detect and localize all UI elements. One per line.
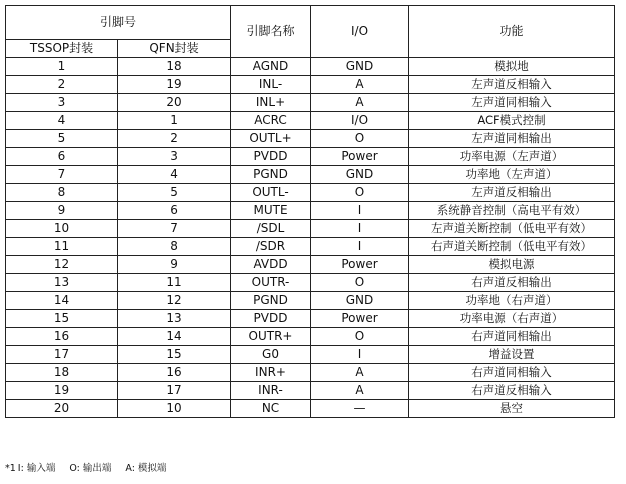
cell-function: 右声道同相输出 xyxy=(409,328,615,346)
cell-qfn: 13 xyxy=(118,310,231,328)
table-row xyxy=(6,238,615,256)
cell-qfn: 16 xyxy=(118,364,231,382)
cell-pin-name: AVDD xyxy=(231,256,311,274)
cell-function: 右声道反相输出 xyxy=(409,274,615,292)
cell-function: 左声道反相输出 xyxy=(409,184,615,202)
cell-qfn: 17 xyxy=(118,382,231,400)
cell-pin-name: MUTE xyxy=(231,202,311,220)
table-row xyxy=(6,202,615,220)
cell-pin-name: INR- xyxy=(231,382,311,400)
table-row xyxy=(6,58,615,76)
footnote-item-analog: A: 模拟端 xyxy=(125,463,167,474)
cell-tssop: 13 xyxy=(6,274,118,292)
cell-tssop: 2 xyxy=(6,76,118,94)
table-row xyxy=(6,166,615,184)
cell-pin-name: PVDD xyxy=(231,148,311,166)
cell-function: ACF模式控制 xyxy=(409,112,615,130)
cell-function: 左声道关断控制（低电平有效） xyxy=(409,220,615,238)
cell-qfn: 2 xyxy=(118,130,231,148)
cell-function: 右声道反相输入 xyxy=(409,382,615,400)
cell-pin-name: PGND xyxy=(231,292,311,310)
cell-io: A xyxy=(311,364,409,382)
cell-tssop: 8 xyxy=(6,184,118,202)
cell-io: Power xyxy=(311,256,409,274)
pin-table xyxy=(5,5,615,418)
header-pin-number: 引脚号 xyxy=(6,6,231,40)
cell-tssop: 17 xyxy=(6,346,118,364)
header-function: 功能 xyxy=(409,6,615,58)
header-tssop: TSSOP封装 xyxy=(6,40,118,58)
cell-function: 功率地（左声道） xyxy=(409,166,615,184)
cell-io: I xyxy=(311,220,409,238)
cell-function: 系统静音控制（高电平有效） xyxy=(409,202,615,220)
table-row xyxy=(6,292,615,310)
cell-qfn: 7 xyxy=(118,220,231,238)
cell-io: O xyxy=(311,328,409,346)
cell-function: 右声道关断控制（低电平有效） xyxy=(409,238,615,256)
cell-io: — xyxy=(311,400,409,418)
cell-tssop: 19 xyxy=(6,382,118,400)
cell-qfn: 3 xyxy=(118,148,231,166)
cell-io: A xyxy=(311,382,409,400)
cell-qfn: 9 xyxy=(118,256,231,274)
cell-function: 功率电源（左声道） xyxy=(409,148,615,166)
footnote-prefix: *1 xyxy=(5,463,16,474)
header-io: I/O xyxy=(311,6,409,58)
cell-io: O xyxy=(311,274,409,292)
cell-function: 功率电源（右声道） xyxy=(409,310,615,328)
cell-pin-name: OUTR- xyxy=(231,274,311,292)
cell-tssop: 3 xyxy=(6,94,118,112)
cell-io: I xyxy=(311,202,409,220)
cell-qfn: 20 xyxy=(118,94,231,112)
cell-qfn: 8 xyxy=(118,238,231,256)
cell-tssop: 20 xyxy=(6,400,118,418)
cell-function: 模拟地 xyxy=(409,58,615,76)
cell-tssop: 16 xyxy=(6,328,118,346)
cell-pin-name: INR+ xyxy=(231,364,311,382)
table-row xyxy=(6,184,615,202)
table-row xyxy=(6,112,615,130)
cell-io: Power xyxy=(311,148,409,166)
cell-pin-name: AGND xyxy=(231,58,311,76)
cell-pin-name: INL+ xyxy=(231,94,311,112)
cell-io: I xyxy=(311,238,409,256)
cell-io: I xyxy=(311,346,409,364)
cell-qfn: 6 xyxy=(118,202,231,220)
cell-tssop: 7 xyxy=(6,166,118,184)
cell-tssop: 1 xyxy=(6,58,118,76)
cell-pin-name: G0 xyxy=(231,346,311,364)
cell-qfn: 18 xyxy=(118,58,231,76)
table-row xyxy=(6,274,615,292)
cell-qfn: 11 xyxy=(118,274,231,292)
cell-function: 增益设置 xyxy=(409,346,615,364)
cell-function: 左声道同相输出 xyxy=(409,130,615,148)
table-row xyxy=(6,310,615,328)
cell-qfn: 5 xyxy=(118,184,231,202)
cell-tssop: 4 xyxy=(6,112,118,130)
cell-function: 功率地（右声道） xyxy=(409,292,615,310)
cell-tssop: 5 xyxy=(6,130,118,148)
cell-function: 模拟电源 xyxy=(409,256,615,274)
cell-qfn: 1 xyxy=(118,112,231,130)
cell-pin-name: OUTR+ xyxy=(231,328,311,346)
cell-io: GND xyxy=(311,166,409,184)
cell-qfn: 10 xyxy=(118,400,231,418)
cell-tssop: 14 xyxy=(6,292,118,310)
footnote-item-output: O: 输出端 xyxy=(69,463,112,474)
cell-io: I/O xyxy=(311,112,409,130)
cell-qfn: 19 xyxy=(118,76,231,94)
cell-pin-name: OUTL- xyxy=(231,184,311,202)
cell-pin-name: /SDR xyxy=(231,238,311,256)
cell-tssop: 15 xyxy=(6,310,118,328)
table-row xyxy=(6,346,615,364)
table-row xyxy=(6,76,615,94)
cell-pin-name: INL- xyxy=(231,76,311,94)
header-qfn: QFN封装 xyxy=(118,40,231,58)
cell-tssop: 12 xyxy=(6,256,118,274)
table-row xyxy=(6,328,615,346)
cell-tssop: 6 xyxy=(6,148,118,166)
cell-function: 左声道同相输入 xyxy=(409,94,615,112)
cell-io: O xyxy=(311,130,409,148)
cell-function: 悬空 xyxy=(409,400,615,418)
cell-pin-name: OUTL+ xyxy=(231,130,311,148)
table-row xyxy=(6,400,615,418)
cell-io: O xyxy=(311,184,409,202)
header-pin-name: 引脚名称 xyxy=(231,6,311,58)
cell-pin-name: /SDL xyxy=(231,220,311,238)
cell-pin-name: NC xyxy=(231,400,311,418)
table-row xyxy=(6,256,615,274)
footnote xyxy=(5,460,180,474)
cell-io: GND xyxy=(311,292,409,310)
table-row xyxy=(6,130,615,148)
cell-tssop: 9 xyxy=(6,202,118,220)
cell-function: 左声道反相输入 xyxy=(409,76,615,94)
table-row xyxy=(6,382,615,400)
cell-tssop: 11 xyxy=(6,238,118,256)
table-row xyxy=(6,364,615,382)
footnote-item-input: I: 输入端 xyxy=(17,463,56,474)
cell-qfn: 14 xyxy=(118,328,231,346)
cell-io: GND xyxy=(311,58,409,76)
cell-io: A xyxy=(311,94,409,112)
table-body xyxy=(6,58,615,418)
cell-qfn: 4 xyxy=(118,166,231,184)
cell-io: Power xyxy=(311,310,409,328)
cell-tssop: 10 xyxy=(6,220,118,238)
cell-qfn: 15 xyxy=(118,346,231,364)
table-row xyxy=(6,148,615,166)
cell-qfn: 12 xyxy=(118,292,231,310)
cell-tssop: 18 xyxy=(6,364,118,382)
cell-pin-name: ACRC xyxy=(231,112,311,130)
cell-pin-name: PGND xyxy=(231,166,311,184)
table-row xyxy=(6,94,615,112)
table-row xyxy=(6,220,615,238)
cell-function: 右声道同相输入 xyxy=(409,364,615,382)
cell-pin-name: PVDD xyxy=(231,310,311,328)
cell-io: A xyxy=(311,76,409,94)
